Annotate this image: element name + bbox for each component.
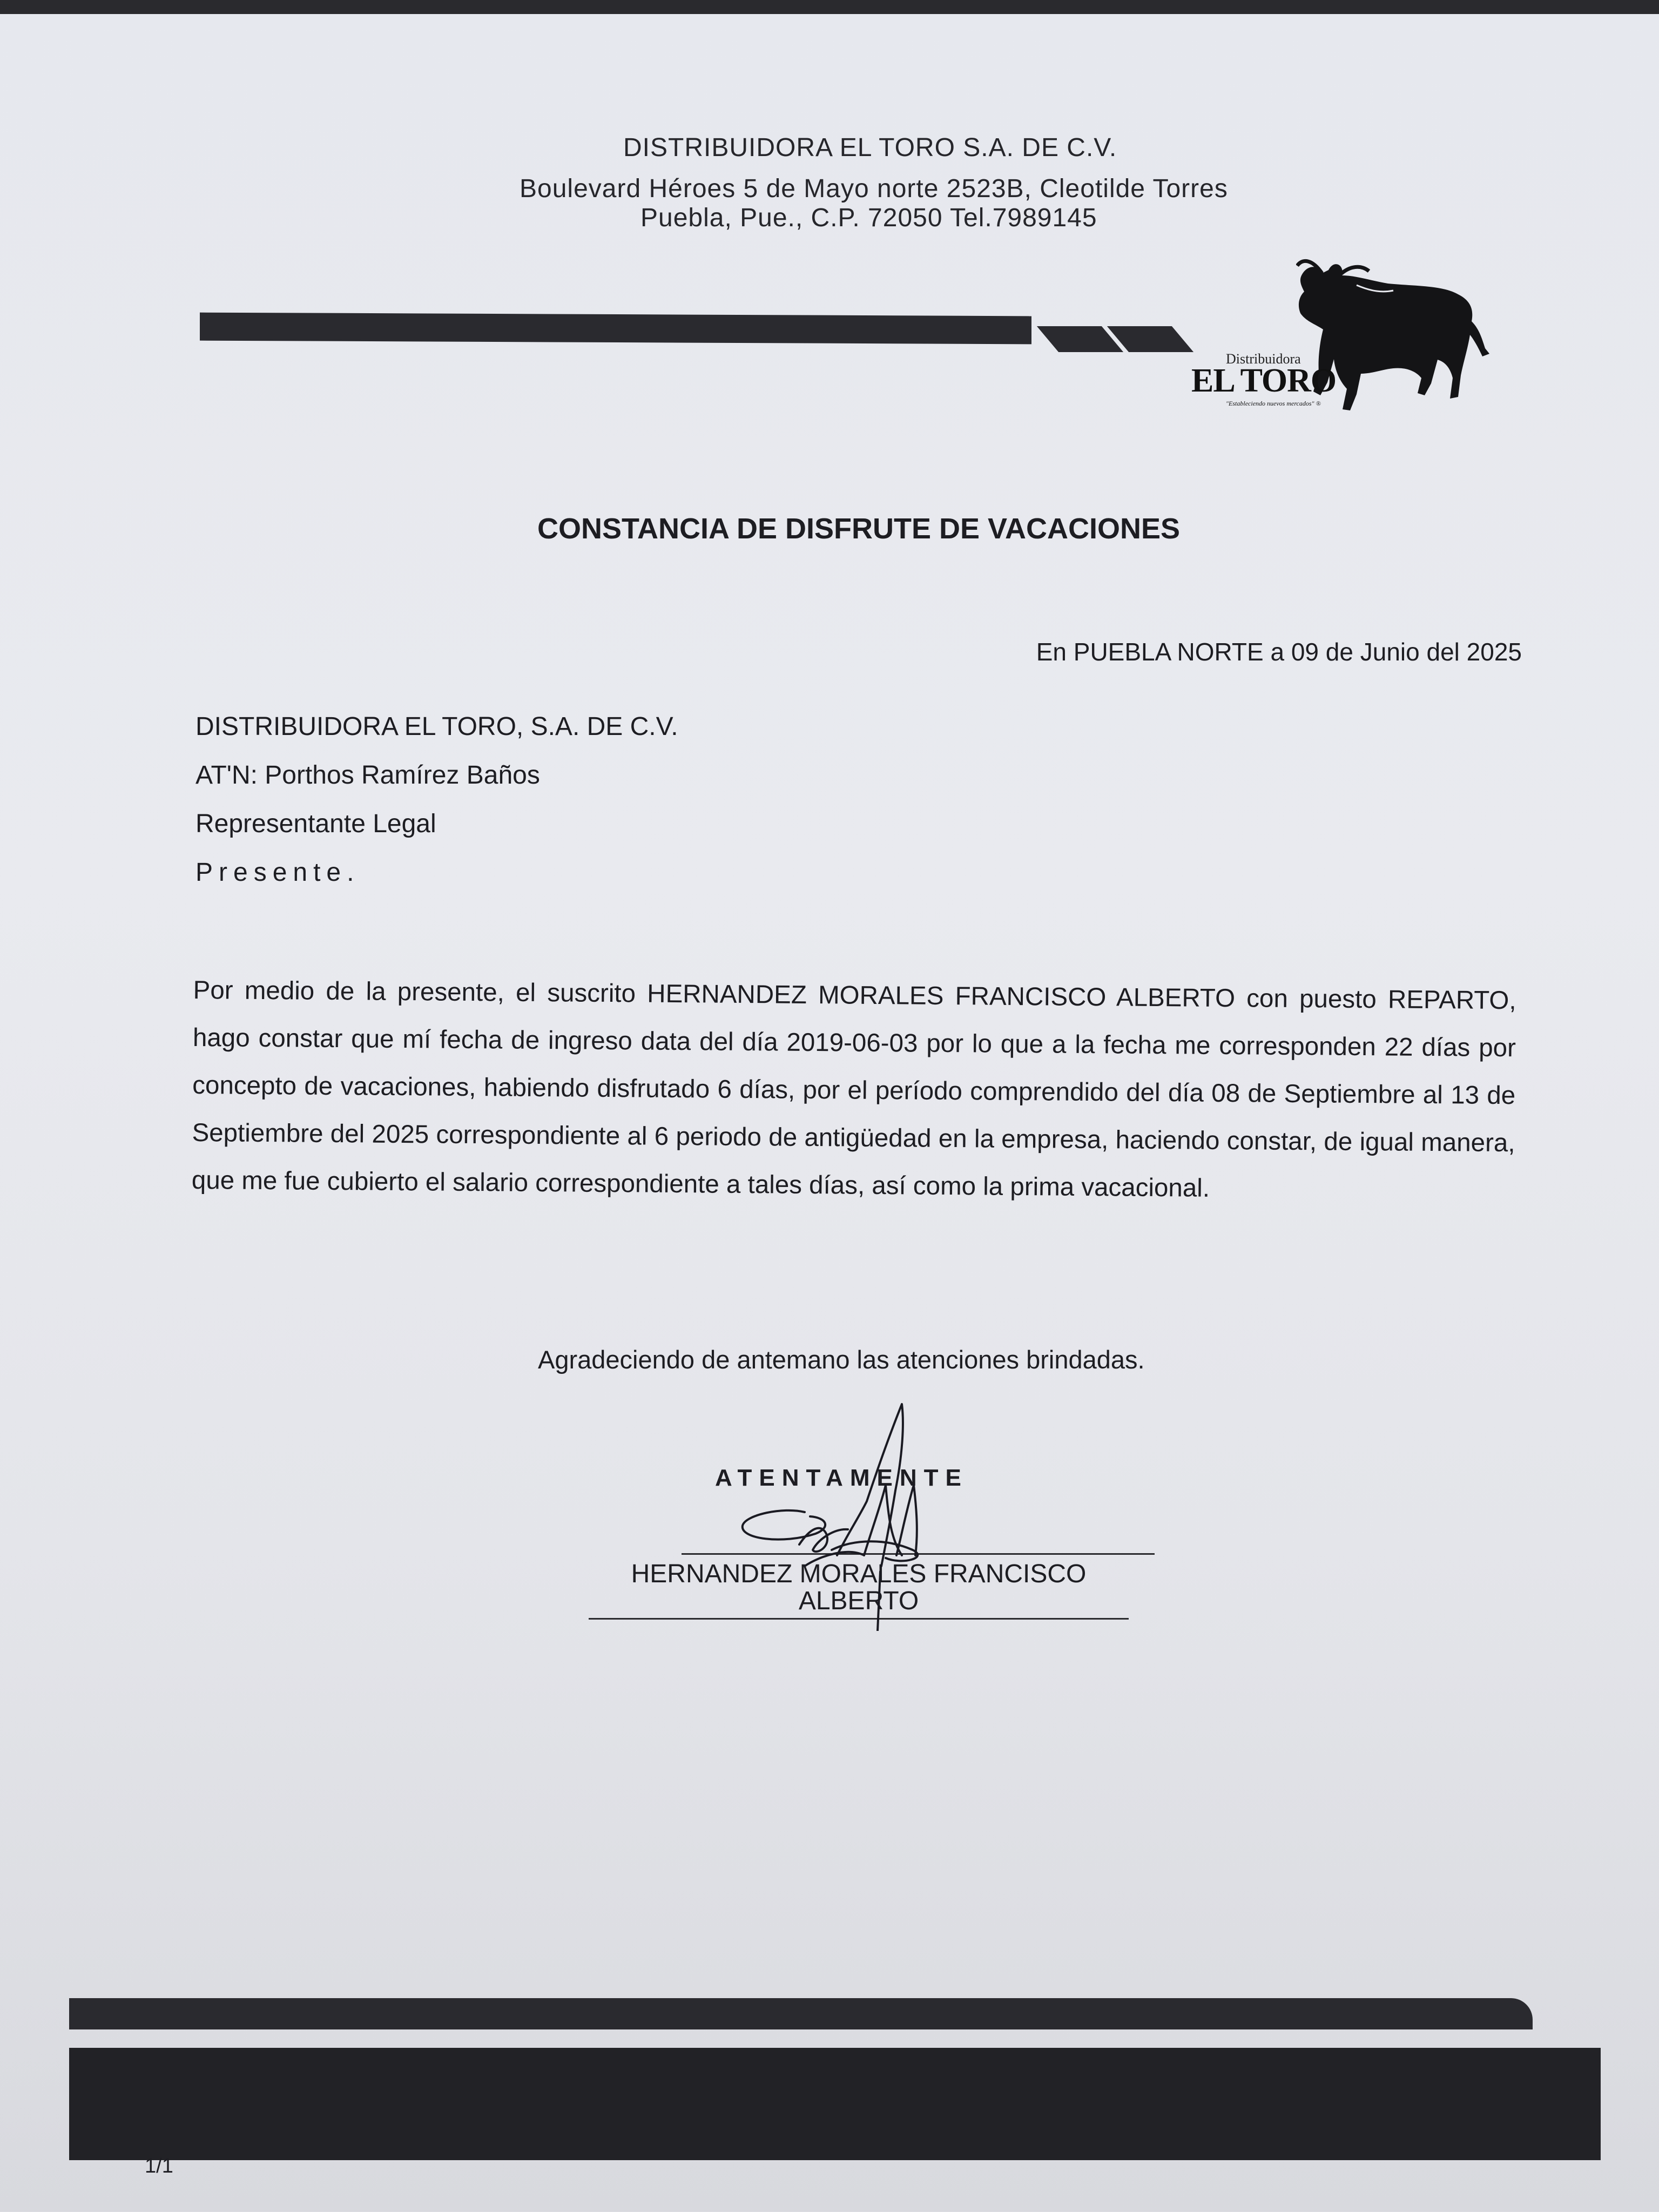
signer-name-line-1: HERNANDEZ MORALES FRANCISCO xyxy=(631,1560,1087,1588)
recipient-company: DISTRIBUIDORA EL TORO, S.A. DE C.V. xyxy=(195,712,678,741)
recipient-attn: AT'N: Porthos Ramírez Baños xyxy=(195,761,540,790)
handwritten-signature xyxy=(724,1393,1004,1631)
atentamente-label: ATENTAMENTE xyxy=(715,1465,968,1491)
header-band xyxy=(200,313,1031,345)
letterhead-address-1: Boulevard Héroes 5 de Mayo norte 2523B, Cleotilde Torres xyxy=(520,174,1228,203)
closing-line: Agradeciendo de antemano las atenciones brindadas. xyxy=(538,1345,1145,1374)
document-title: CONSTANCIA DE DISFRUTE DE VACACIONES xyxy=(537,512,1181,545)
logo-big-text: EL TORO xyxy=(1191,362,1337,399)
company-logo xyxy=(1188,254,1491,427)
footer-band-upper xyxy=(69,1998,1533,2029)
date-line: En PUEBLA NORTE a 09 de Junio del 2025 xyxy=(1036,638,1522,666)
top-edge xyxy=(0,0,1659,14)
recipient-presente: Presente. xyxy=(195,858,360,887)
logo-small-text: Distribuidora xyxy=(1226,351,1301,367)
page-number: 1/1 xyxy=(145,2155,173,2177)
body-paragraph: Por medio de la presente, el suscrito HERNANDEZ MORALES FRANCISCO ALBERTO con puesto REPARTO, hago constar que mí fecha de ingreso data del día 2019-06-03 por lo que a la fecha me corresponden 22 días por concepto de vacaciones, habiendo disfrutado 6 días, por el período comprendido del día 08 de Septiembre al 13 de Septiembre del 2025 correspondiente al 6 periodo de antigüedad en la empresa, haciendo constar, de igual manera, que me fue cubierto el salario correspondiente a tales días, así como la prima vacacional. xyxy=(191,975,1516,1203)
letterhead-address-2: Puebla, Pue., C.P. 72050 Tel.7989145 xyxy=(640,204,1097,232)
footer-band-lower xyxy=(69,2048,1601,2160)
letterhead-company: DISTRIBUIDORA EL TORO S.A. DE C.V. xyxy=(623,133,1117,162)
signer-name-line-2: ALBERTO xyxy=(798,1587,919,1615)
recipient-role: Representante Legal xyxy=(195,810,436,838)
logo-tagline: "Estableciendo nuevos mercados" ® xyxy=(1226,400,1321,407)
